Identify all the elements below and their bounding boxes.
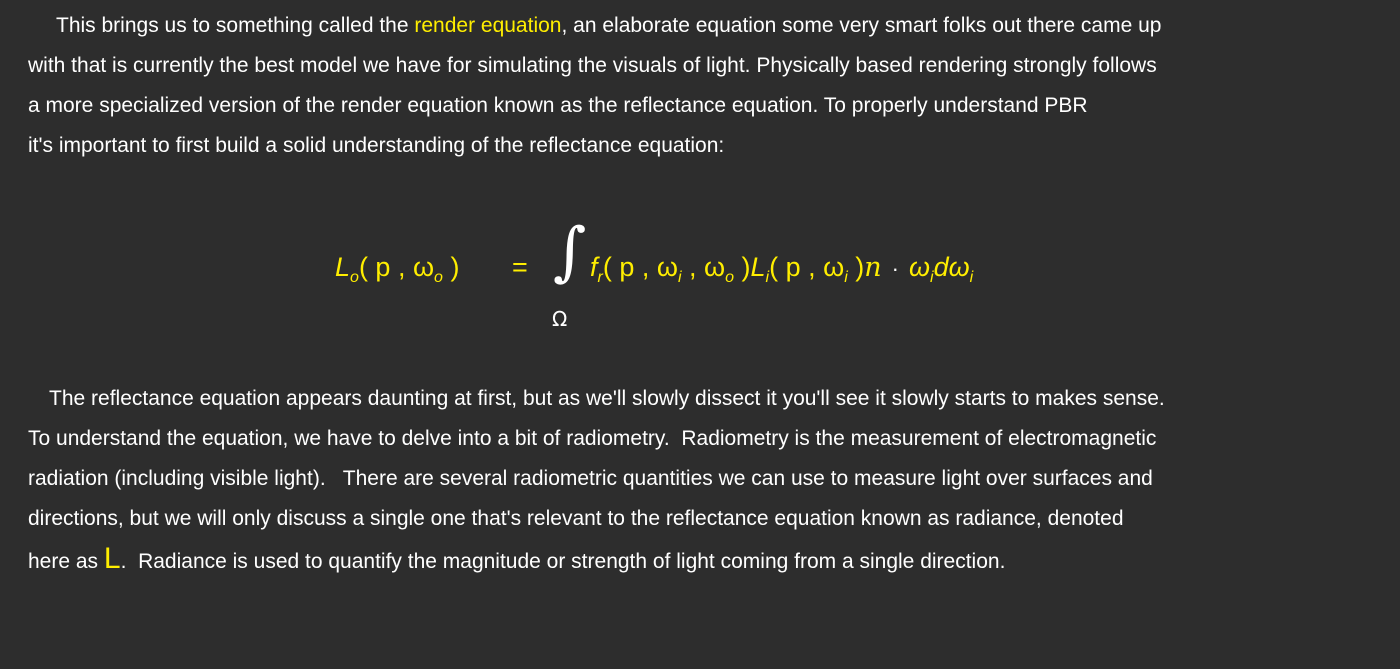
light-direction-symbol: ω xyxy=(908,252,930,282)
dot-product-symbol: · xyxy=(891,256,899,281)
brdf-subscript: r xyxy=(597,269,603,286)
hemisphere-domain: Ω xyxy=(552,307,568,331)
radiometry-line-5 xyxy=(28,539,1380,582)
equals-sign: = xyxy=(512,252,528,282)
intro-line-1 xyxy=(28,6,1380,46)
brdf-args-2: , ω xyxy=(681,252,726,282)
intro-line-3: a more specialized version of the render equation known as the reflectance equation. To properly understand PBR xyxy=(28,94,1088,117)
radiometry-line-2: To understand the equation, we have to delve into a bit of radiometry. Radiometry is the measurement of electromagnetic xyxy=(28,427,1157,450)
radiometry-line-1: The reflectance equation appears daunting at first, but as we'll slowly dissect it you'll see it slowly starts to makes sense. xyxy=(49,387,1165,410)
incoming-omega-subscript: i xyxy=(844,269,848,286)
light-direction-subscript: i xyxy=(930,269,934,286)
radiometry-line-4: directions, but we will only discuss a single one that's relevant to the reflectance equation known as radiance, denoted xyxy=(28,507,1124,530)
radiometry-paragraph xyxy=(28,379,1380,582)
reflectance-equation xyxy=(0,180,1400,340)
radiometry-line-3: radiation (including visible light). There are several radiometric quantities we can use to measure light over surfaces and xyxy=(28,467,1153,490)
incoming-subscript: i xyxy=(765,269,770,286)
intro-line-4: it's important to first build a solid understanding of the reflectance equation: xyxy=(28,134,725,157)
equation-lhs xyxy=(335,252,459,287)
brdf-close: ) xyxy=(734,252,751,282)
brdf-symbol: f xyxy=(590,252,598,282)
integral-sign: ∫ xyxy=(553,215,587,289)
incoming-close: ) xyxy=(847,252,865,282)
lhs-close: ) xyxy=(442,252,460,282)
radiance-text-before: here as xyxy=(28,550,104,573)
equation-rhs xyxy=(590,252,973,287)
intro-text: This brings us to something called the xyxy=(56,14,415,37)
outgoing-radiance-symbol: L xyxy=(335,252,351,282)
intro-paragraph xyxy=(28,6,1380,166)
radiance-symbol: L xyxy=(103,542,121,575)
incoming-radiance-symbol: L xyxy=(750,252,766,282)
brdf-omega-i-subscript: i xyxy=(677,269,682,286)
intro-text-rest: , an elaborate equation some very smart folks out there came up xyxy=(561,14,1162,37)
radiance-text-after: . Radiance is used to quantify the magnitude or strength of light coming from a single direction. xyxy=(120,550,1006,573)
solid-angle-subscript: i xyxy=(969,269,974,286)
brdf-omega-o-subscript: o xyxy=(725,269,734,286)
brdf-args: ( p , ω xyxy=(602,252,678,282)
lhs-omega-subscript: o xyxy=(434,269,443,286)
solid-angle-differential: dω xyxy=(933,252,970,282)
lhs-args: ( p , ω xyxy=(358,252,435,282)
outgoing-subscript: o xyxy=(350,269,359,286)
normal-symbol: n xyxy=(864,252,882,283)
incoming-args: ( p , ω xyxy=(769,252,845,282)
intro-line-2: with that is currently the best model we have for simulating the visuals of light. Physically based rendering strongly follows xyxy=(28,54,1157,77)
render-equation-highlight: render equation xyxy=(414,14,562,37)
